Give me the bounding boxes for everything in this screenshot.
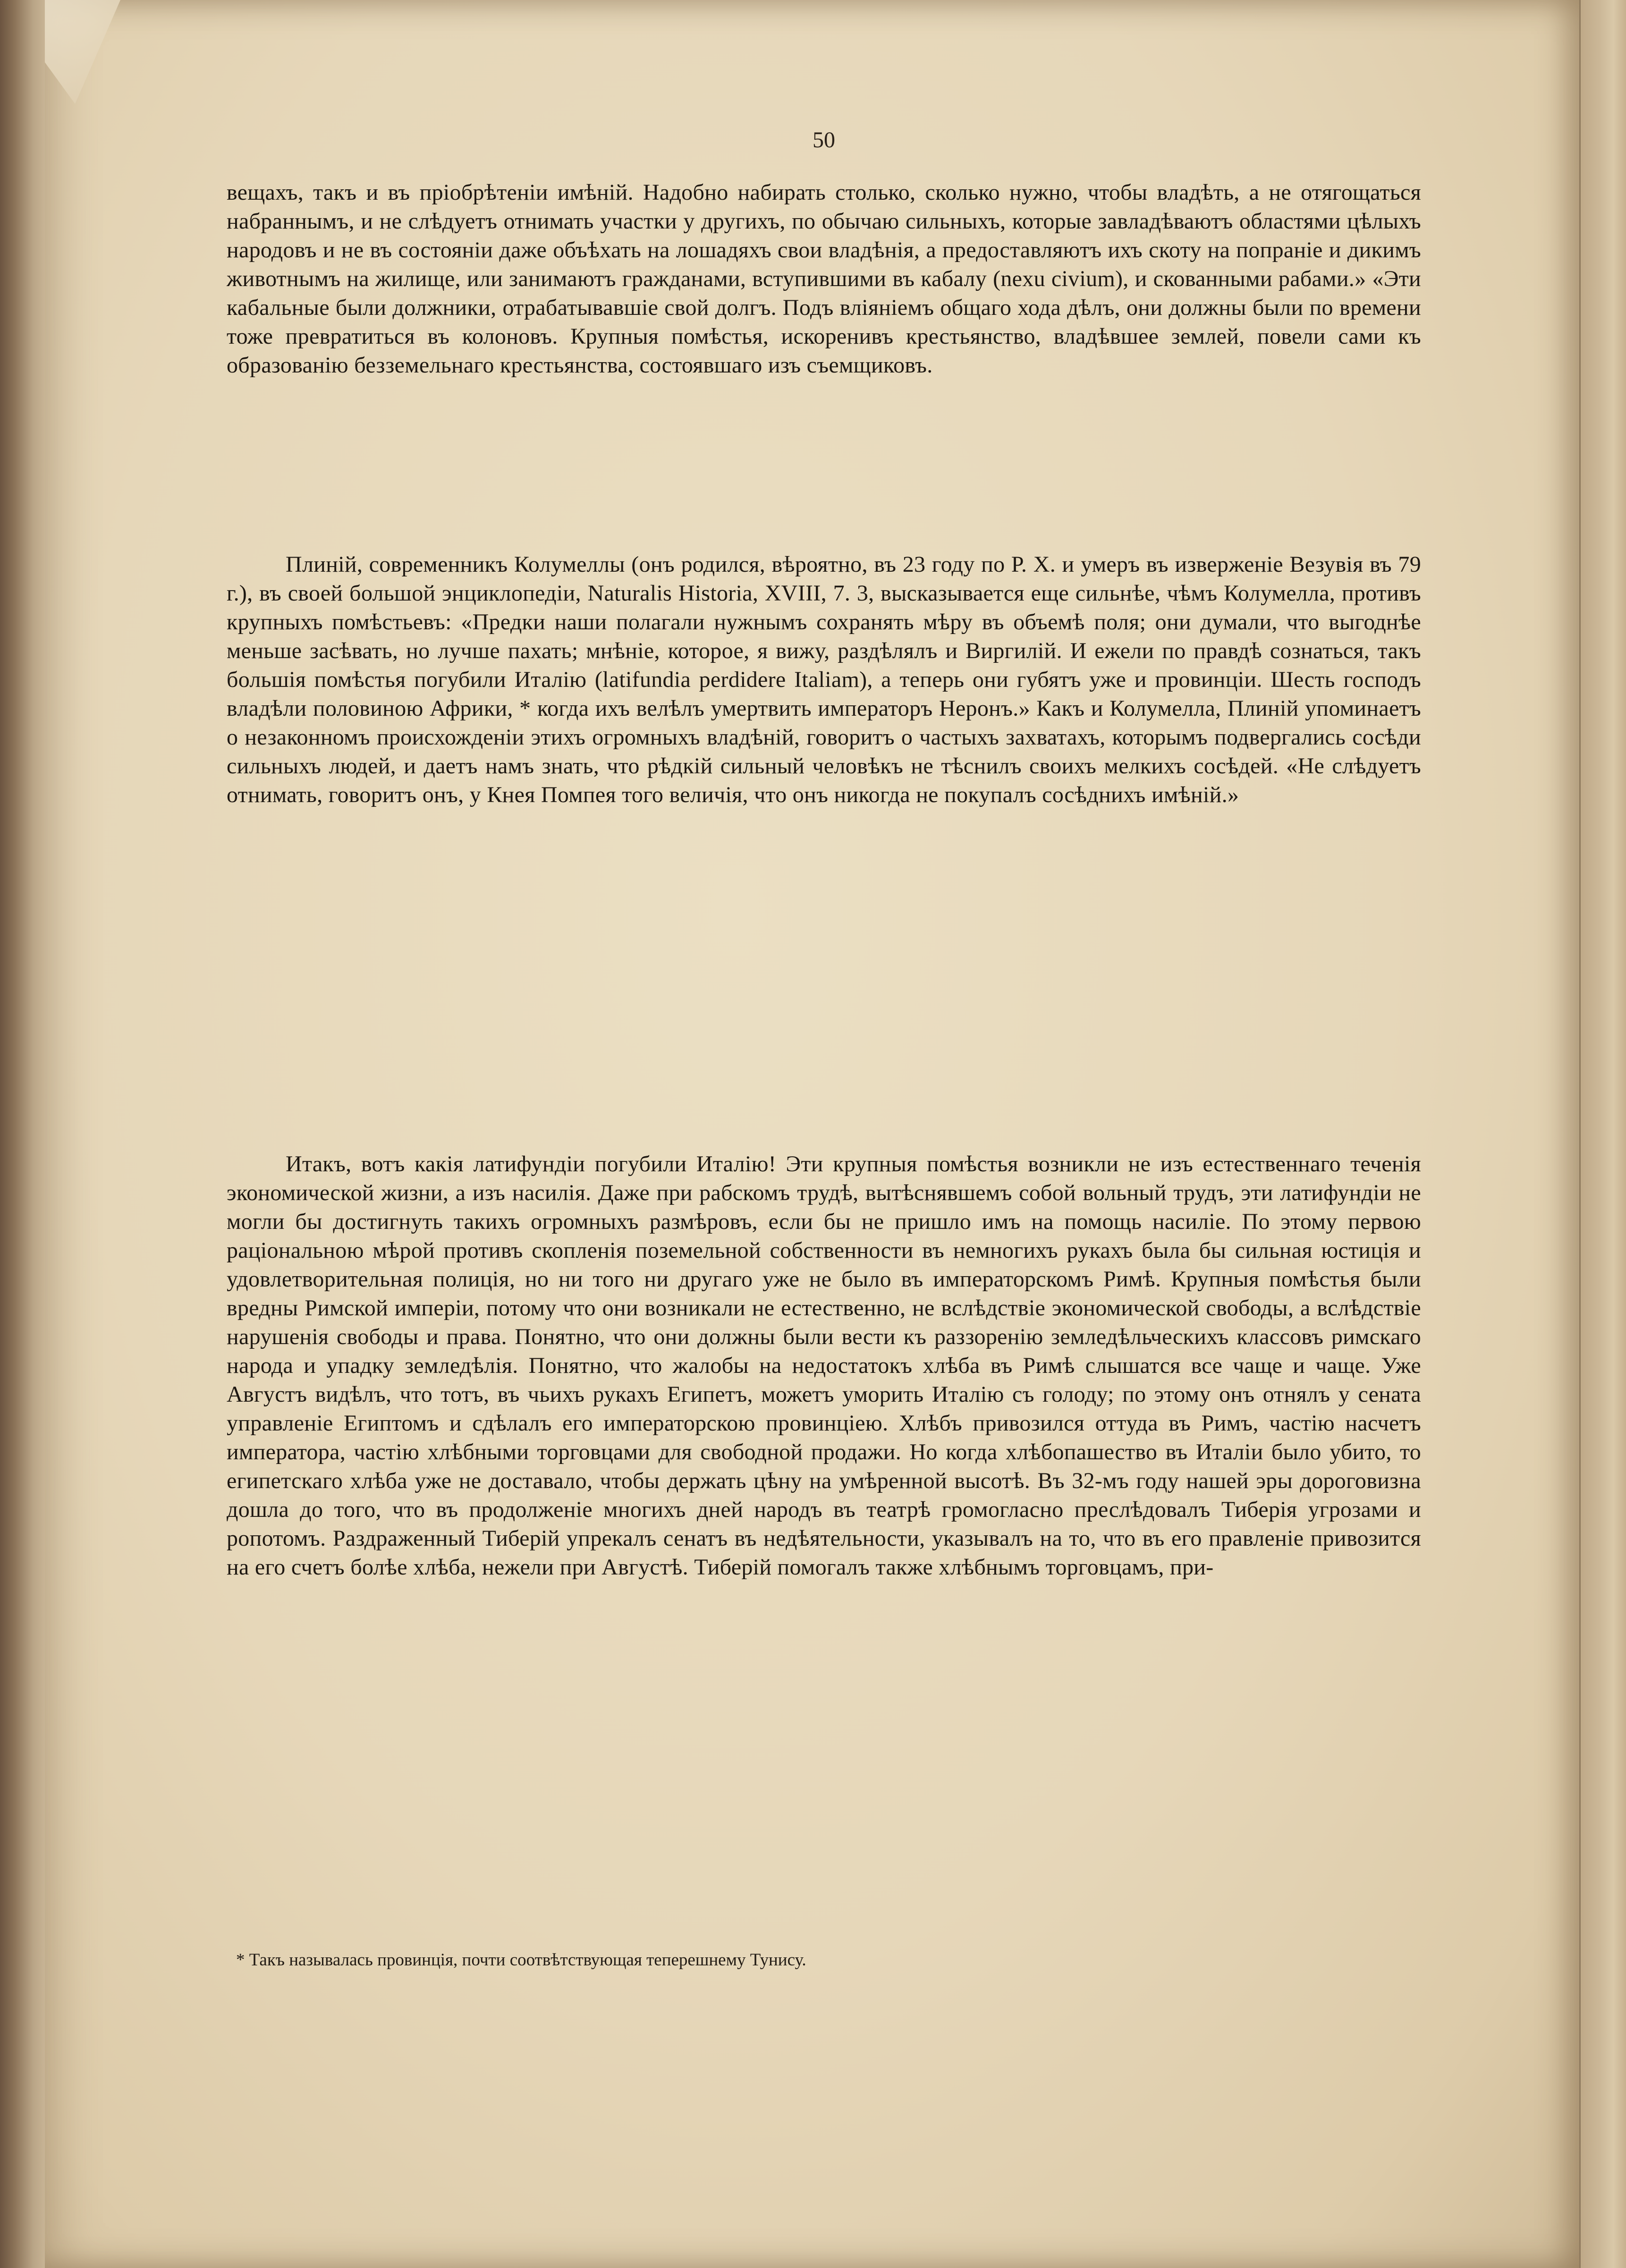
paragraph-3: Итакъ, вотъ какія латифундіи погубили Италію! Эти крупныя помѣстья возникли не изъ естественнаго теченія экономической жизни, а изъ насилія. Даже при рабскомъ трудѣ, вытѣснявшемъ собой вольный трудъ, эти латифундіи не могли бы достигнуть такихъ огромныхъ размѣровъ, если бы не пришло имъ на помощь насиліе. По этому первою раціональною мѣрой противъ скопленія поземельной собственности въ немногихъ рукахъ была бы сильная юстиція и удовлетворительная полиція, но ни того ни другаго уже не было въ императорскомъ Римѣ. Крупныя помѣстья были вредны Римской имперіи, потому что они возникали не естественно, не вслѣдствіе экономической свободы, а вслѣдствіе нарушенія свободы и права. Понятно, что они должны были вести къ раззоренію земледѣльческихъ классовъ римскаго народа и упадку земледѣлія. Понятно, что жалобы на недостатокъ хлѣба въ Римѣ слышатся все чаще и чаще. Уже Августъ видѣлъ, что тотъ, въ чьихъ рукахъ Египетъ, можетъ уморить Италію съ голоду; по этому онъ отнялъ у сената управленіе Египтомъ и сдѣлалъ его императорскою провинціею. Хлѣбъ привозился оттуда въ Римъ, частію насчетъ императора, частію хлѣбными торговцами для свободной продажи. Но когда хлѣбопашество въ Италіи было убито, то египетскаго хлѣба уже не доставало, чтобы держать цѣну на умѣренной высотѣ. Въ 32-мъ году нашей эры дороговизна дошла до того, что въ продолженіе многихъ дней народъ въ театрѣ громогласно преслѣдовалъ Тиберія угрозами и ропотомъ. Раздраженный Тиберій упрекалъ сенатъ въ недѣятельности, указывалъ на то, что въ его правленіе привозится на его счетъ болѣе хлѣба, нежели при Августѣ. Тиберій помогалъ также хлѣбнымъ торговцамъ, при- [227,1151,1421,1580]
footnote: * Такъ называлась провинція, почти соотвѣтствующая теперешнему Тунису. [236,1950,806,1970]
paragraph-1: вещахъ, такъ и въ пріобрѣтеніи имѣній. Надобно набирать столько, сколько нужно, чтобы владѣть, а не отягощаться набраннымъ, и не слѣдуетъ отнимать участки у другихъ, по обычаю сильныхъ, которые завладѣваютъ областями цѣлыхъ народовъ и не въ состояніи даже объѣхать на лошадяхъ свои владѣнія, а предоставляютъ ихъ скоту на попраніе и дикимъ животнымъ на жилище, или занимаютъ гражданами, вступившими въ кабалу (nexu civium), и скованными рабами.» «Эти кабальные были должники, отрабатывавшіе свой долгъ. Подъ вліяніемъ общаго хода дѣлъ, они должны были по времени тоже превратиться въ колоновъ. Крупныя помѣстья, искоренивъ крестьянство, владѣвшее землей, повели сами къ образованію безземельнаго крестьянства, состоявшаго изъ съемщиковъ. [227,180,1421,378]
page-number: 50 [813,127,835,152]
page-edge-stack [1579,0,1626,2268]
paragraph-2: Плиній, современникъ Колумеллы (онъ родился, вѣроятно, въ 23 году по Р. Х. и умеръ въ изверженіе Везувія въ 79 г.), въ своей большой энциклопедіи, Naturalis Historia, XVIII, 7. 3, высказывается еще сильнѣе, чѣмъ Колумелла, противъ крупныхъ помѣстьевъ: «Предки наши полагали нужнымъ сохранять мѣру въ объемѣ поля; они думали, что выгоднѣе меньше засѣвать, но лучше пахать; мнѣніе, которое, я вижу, раздѣлялъ и Виргилій. И ежели по правдѣ сознаться, такъ большія помѣстья погубили Италію (latifundia perdidere Italiam), а теперь они губятъ уже и провинціи. Шесть господъ владѣли половиною Африки, * когда ихъ велѣлъ умертвить императоръ Неронъ.» Какъ и Колумелла, Плиній упоминаетъ о незаконномъ происхожденіи этихъ огромныхъ владѣній, говоритъ о частыхъ захватахъ, которымъ подвергались сосѣди сильныхъ людей, и даетъ намъ знать, что рѣдкій сильный человѣкъ не тѣснилъ своихъ мелкихъ сосѣдей. «Не слѣдуетъ отнимать, говоритъ онъ, у Кнея Помпея того величія, что онъ никогда не покупалъ сосѣднихъ имѣній.» [227,552,1421,807]
